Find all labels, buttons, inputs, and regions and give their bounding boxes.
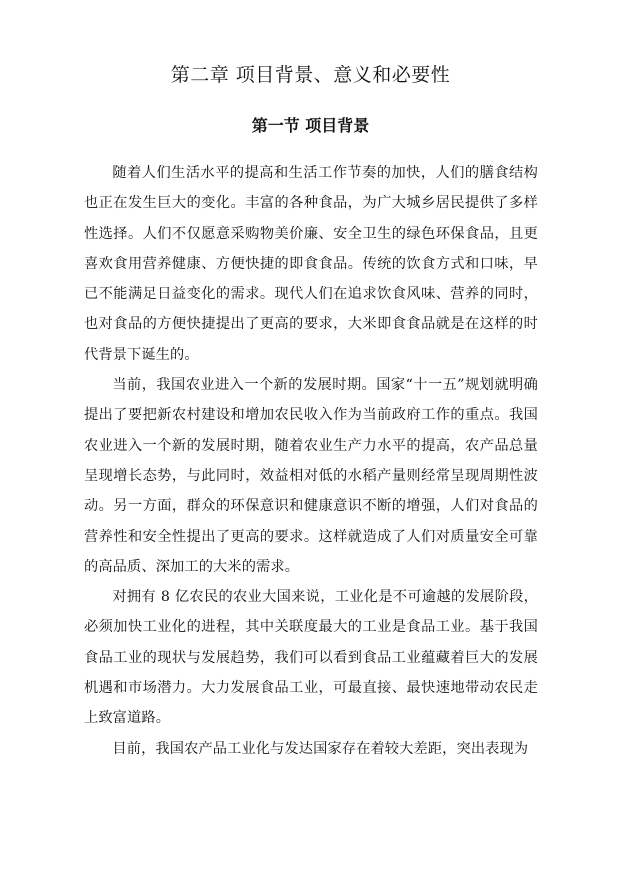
section-title: 第一节 项目背景 <box>251 116 370 135</box>
body-text <box>84 158 538 764</box>
chapter-title: 第二章 项目背景、意义和必要性 <box>170 64 451 86</box>
paragraph-2: 当前，我国农业进入一个新的发展时期。国家“十一五”规划就明确提出了要把新农村建设和增加农民收入作为当前政府工作的重点。我国农业进入一个新的发展时期，随着农业生产力水平的提高，农产品总量呈现增长态势，与此同时，效益相对低的水稻产量则经常呈现周期性波动。另一方面，群众的环保意识和健康意识不断的增强，人们对食品的营养性和安全性提出了更高的要求。这样就造成了人们对质量安全可靠的高品质、深加工的大米的需求。 <box>84 377 538 575</box>
paragraph-4: 目前，我国农产品工业化与发达国家存在着较大差距，突出表现为 <box>112 740 529 757</box>
paragraph-3: 对拥有 8 亿农民的农业大国来说，工业化是不可逾越的发展阶段，必须加快工业化的进程，其中关联度最大的工业是食品工业。基于我国食品工业的现状与发展趋势，我们可以看到食品工业蕴藏着巨大的发展机遇和市场潜力。大力发展食品工业，可最直接、最快速地带动农民走上致富道路。 <box>84 589 538 727</box>
paragraph-1: 随着人们生活水平的提高和生活工作节奏的加快，人们的膳食结构也正在发生巨大的变化。丰富的各种食品，为广大城乡居民提供了多样性选择。人们不仅愿意采购物美价廉、安全卫生的绿色环保食品，且更喜欢食用营养健康、方便快捷的即食食品。传统的饮食方式和口味，早已不能满足日益变化的需求。现代人们在追求饮食风味、营养的同时，也对食品的方便快捷提出了更高的要求，大米即食食品就是在这样的时代背景下诞生的。 <box>84 165 538 363</box>
